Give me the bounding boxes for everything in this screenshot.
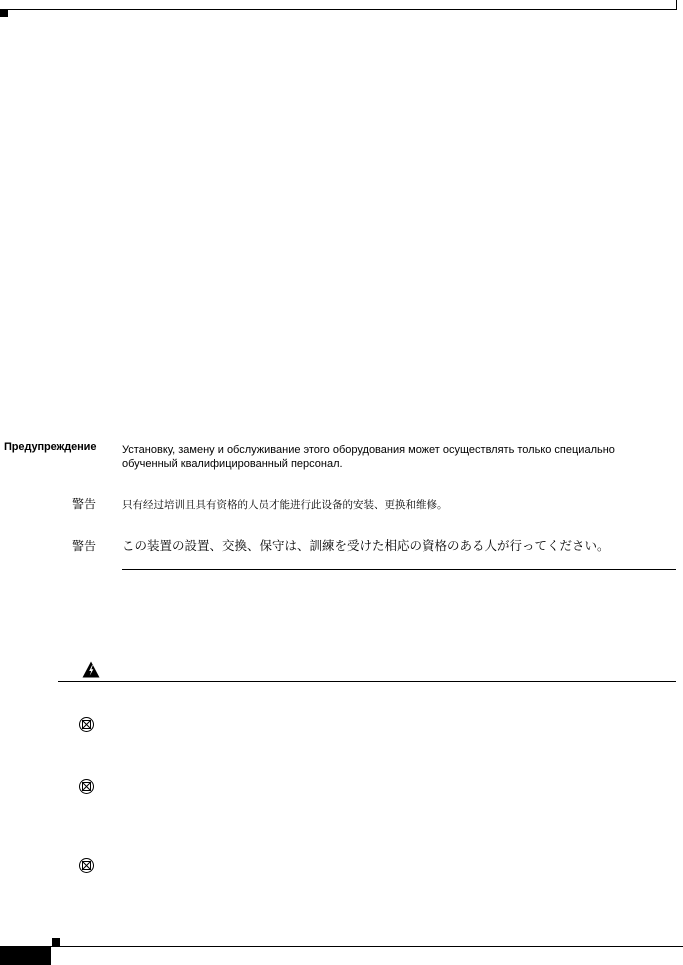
warning-label-russian: Предупреждение	[4, 441, 97, 453]
warning-text-line: Установку, замену и обслуживание этого оборудования может осуществлять только специально	[122, 444, 615, 456]
note-square-icon	[79, 779, 94, 794]
footer-rule	[0, 946, 683, 947]
header-rule	[0, 9, 676, 10]
header-corner-mark	[0, 10, 8, 17]
warning-text-chinese	[122, 498, 672, 512]
warning-text-line: この装置の設置、交換、保守は、訓練を受けた相応の資格のある人が行ってください。	[122, 538, 610, 553]
warning-text-line: обученный квалифицированный персонал.	[122, 458, 343, 470]
note-square-icon	[79, 717, 94, 732]
warning-text-japanese	[122, 539, 672, 553]
header-corner-tick	[676, 0, 677, 10]
warning-label-chinese: 警告	[72, 497, 97, 511]
footer-corner-mark	[52, 938, 60, 946]
warning-rule	[58, 681, 676, 682]
warning-triangle-icon	[82, 661, 100, 678]
footer-page-tab	[0, 947, 50, 965]
warning-text-russian	[122, 443, 672, 471]
footer-tick	[50, 946, 51, 965]
warning-label-japanese: 警告	[72, 539, 97, 553]
warning-text-line: 只有经过培训且具有资格的人员才能进行此设备的安装、更换和维修。	[122, 499, 448, 511]
section-end-rule	[122, 569, 676, 570]
note-square-icon	[79, 858, 94, 873]
